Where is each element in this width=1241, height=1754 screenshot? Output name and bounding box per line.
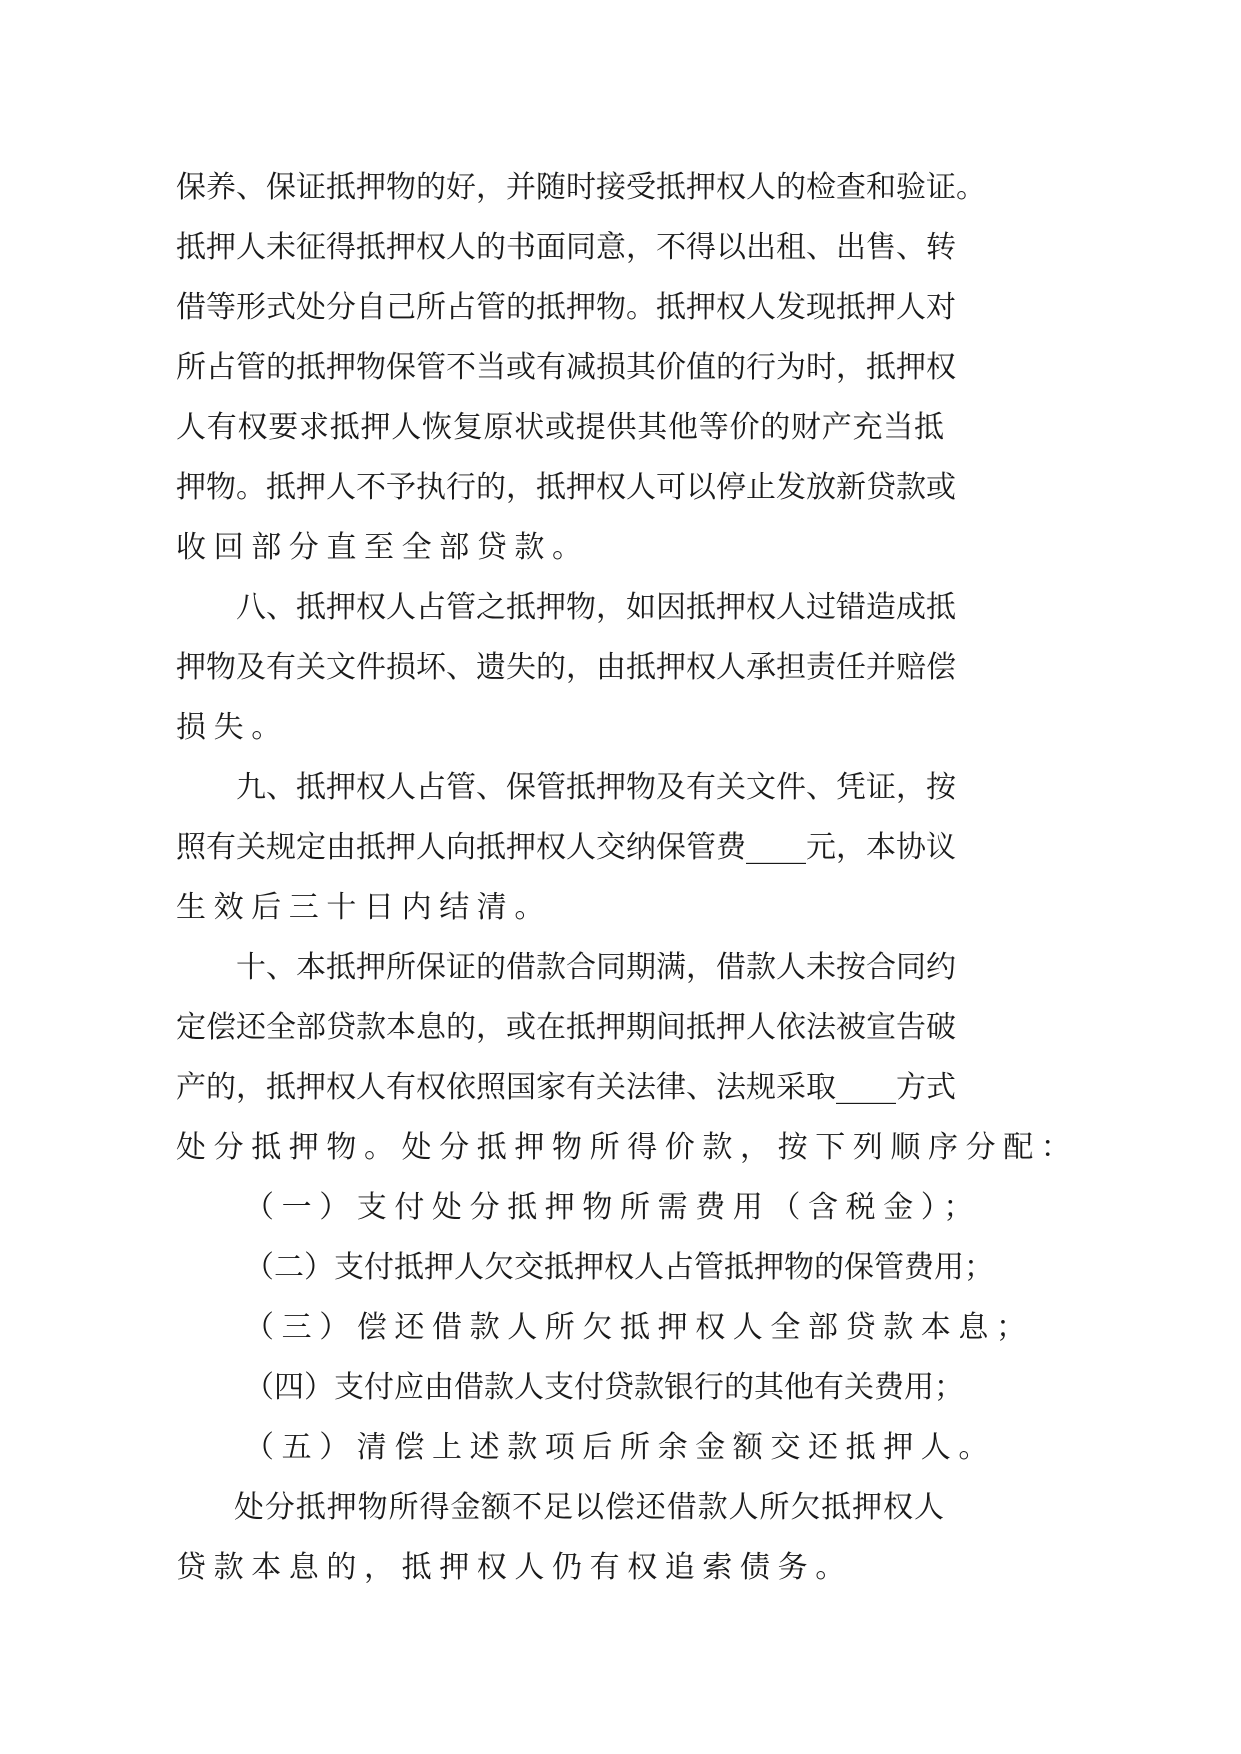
text-line: 定 偿 还 全 部 贷 款 本 息 的 ， 或 在 抵 押 期 间 抵 押 人 依 法 被 宣 告 破	[176, 1010, 956, 1045]
text-line: 处 分 抵 押 物 所 得 金 额 不 足 以 偿 还 借 款 人 所 欠 抵 押 权 人	[234, 1490, 944, 1525]
text-line: （五）清偿上述款项后所余金额交还抵押人。	[244, 1430, 996, 1465]
body-text	[176, 158, 1079, 1598]
text-line: 十 、 本 抵 押 所 保 证 的 借 款 合 同 期 满 ， 借 款 人 未 按 合 同 约	[236, 950, 956, 985]
text-line: 保 养 、 保 证 抵 押 物 的 好 ， 并 随 时 接 受 抵 押 权 人 的 检 查 和 验 证 。	[176, 170, 986, 205]
text-line: 生效后三十日内结清。	[176, 890, 552, 925]
text-line: （ 二 ） 支 付 抵 押 人 欠 交 抵 押 权 人 占 管 抵 押 物 的 保 管 费 用 ；	[244, 1250, 994, 1285]
text-line: 九 、 抵 押 权 人 占 管 、 保 管 抵 押 物 及 有 关 文 件 、 凭 证 ， 按	[236, 770, 956, 805]
text-line: 抵 押 人 未 征 得 抵 押 权 人 的 书 面 同 意 ， 不 得 以 出 租 、 出 售 、 转	[176, 230, 956, 265]
text-line: （ 四 ） 支 付 应 由 借 款 人 支 付 贷 款 银 行 的 其 他 有 关 费 用 ；	[244, 1370, 964, 1405]
text-line: 照 有 关 规 定 由 抵 押 人 向 抵 押 权 人 交 纳 保 管 费 ____ 元 ， 本 协 议	[176, 830, 956, 865]
text-line: （三）偿还借款人所欠抵押权人全部贷款本息；	[244, 1310, 1034, 1345]
text-line: 八 、 抵 押 权 人 占 管 之 抵 押 物 ， 如 因 抵 押 权 人 过 错 造 成 抵	[236, 590, 956, 625]
text-line: （一）支付处分抵押物所需费用（含税金）；	[244, 1190, 981, 1225]
text-line: 人 有 权 要 求 抵 押 人 恢 复 原 状 或 提 供 其 他 等 价 的 财 产 充 当 抵	[176, 410, 944, 445]
text-line: 产 的 ， 抵 押 权 人 有 权 依 照 国 家 有 关 法 律 、 法 规 采 取 ____ 方 式	[176, 1070, 956, 1105]
text-line: 押 物 及 有 关 文 件 损 坏 、 遗 失 的 ， 由 抵 押 权 人 承 担 责 任 并 赔 偿	[176, 650, 956, 685]
text-line: 损失。	[176, 710, 289, 745]
text-line: 处分抵押物。处分抵押物所得价款，按下列顺序分配：	[176, 1130, 1079, 1165]
text-line: 借 等 形 式 处 分 自 己 所 占 管 的 抵 押 物 。 抵 押 权 人 发 现 抵 押 人 对	[176, 290, 956, 325]
text-line: 贷款本息的，抵押权人仍有权追索债务。	[176, 1550, 853, 1585]
text-line: 所 占 管 的 抵 押 物 保 管 不 当 或 有 减 损 其 价 值 的 行 为 时 ， 抵 押 权	[176, 350, 956, 385]
text-line: 押 物 。 抵 押 人 不 予 执 行 的 ， 抵 押 权 人 可 以 停 止 发 放 新 贷 款 或	[176, 470, 956, 505]
text-line: 收回部分直至全部贷款。	[176, 530, 590, 565]
